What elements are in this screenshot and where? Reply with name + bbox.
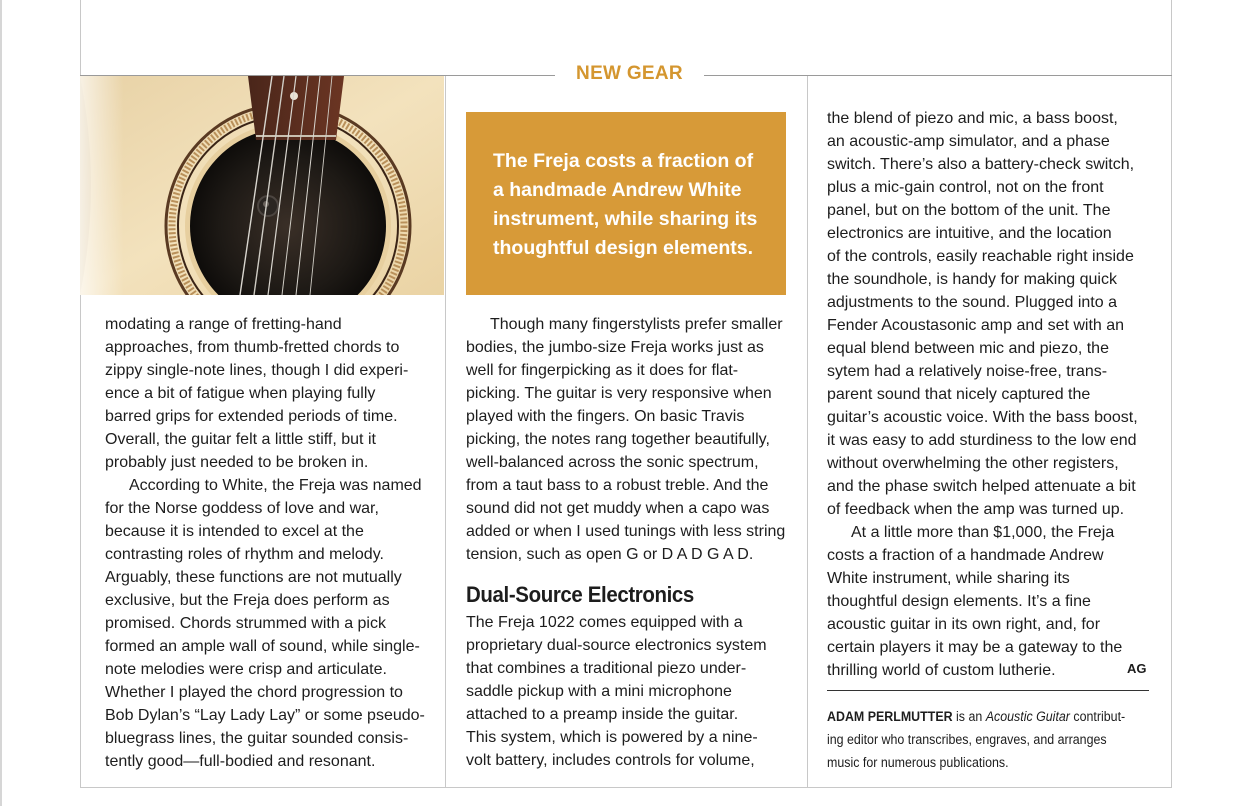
paragraph [466, 611, 796, 772]
bio-text: is an [952, 709, 986, 724]
column-divider [807, 76, 808, 788]
text-line: Arguably, these functions are not mutually [105, 569, 402, 586]
pull-quote-box [466, 112, 786, 295]
text-line: attached to a preamp inside the guitar. [466, 706, 739, 723]
text-line: of feedback when the amp was turned up. [827, 501, 1125, 518]
text-line: thrilling world of custom lutherie. [827, 662, 1056, 679]
text-line: equal blend between mic and piezo, the [827, 340, 1109, 357]
text-line: tently good—full-bodied and resonant. [105, 753, 376, 770]
paragraph [466, 313, 796, 566]
bio-divider [827, 690, 1149, 691]
guitar-soundhole-photo [80, 76, 444, 295]
text-line: switch. There’s also a battery-check switch, [827, 156, 1135, 173]
text-line: and the phase switch helped attenuate a bit [827, 478, 1136, 495]
text-line: adjustments to the sound. Plugged into a [827, 294, 1117, 311]
paragraph [105, 474, 435, 773]
text-line: parent sound that nicely captured the [827, 386, 1091, 403]
text-line: the soundhole, is handy for making quick [827, 271, 1117, 288]
text-line: saddle pickup with a mini microphone [466, 683, 732, 700]
text-line: picking, the notes rang together beautifully, [466, 431, 770, 448]
text-line: According to White, the Freja was named [129, 477, 422, 494]
text-line: the blend of piezo and mic, a bass boost, [827, 110, 1118, 127]
article-column-3 [827, 107, 1152, 682]
bio-line [827, 705, 1131, 728]
section-subhead: Dual-Source Electronics [466, 582, 694, 607]
text-line: sound did not get muddy when a capo was [466, 500, 770, 517]
text-line: certain players it may be a gateway to the [827, 639, 1123, 656]
paragraph [827, 107, 1152, 521]
paragraph [827, 521, 1152, 682]
text-line: that combines a traditional piezo under- [466, 660, 747, 677]
page-edge [0, 0, 2, 806]
text-line: tension, such as open G or D A D G A D. [466, 546, 754, 563]
text-line: zippy single-note lines, though I did experi- [105, 362, 409, 379]
section-label: NEW GEAR [576, 63, 683, 84]
text-line: costs a fraction of a handmade Andrew [827, 547, 1104, 564]
text-line: guitar’s acoustic voice. With the bass boost, [827, 409, 1138, 426]
text-line: bodies, the jumbo-size Freja works just as [466, 339, 764, 356]
text-line: ence a bit of fatigue when playing fully [105, 385, 376, 402]
text-line: electronics are intuitive, and the location [827, 225, 1112, 242]
bio-text: contribut- [1069, 709, 1126, 724]
pull-quote-text: The Freja costs a fraction of a handmade Andrew White instrument, while sharing its thoughtful design elements. [493, 150, 758, 259]
text-line: well-balanced across the sonic spectrum, [466, 454, 759, 471]
text-line: panel, but on the bottom of the unit. The [827, 202, 1111, 219]
text-line: White instrument, while sharing its [827, 570, 1070, 587]
text-line: volt battery, includes controls for volume, [466, 752, 755, 769]
text-line: plus a mic-gain control, not on the front [827, 179, 1104, 196]
text-line: for the Norse goddess of love and war, [105, 500, 379, 517]
text-line: Fender Acoustasonic amp and set with an [827, 317, 1125, 334]
column-divider [445, 76, 446, 788]
text-line: from a taut bass to a robust treble. And the [466, 477, 769, 494]
text-line: This system, which is powered by a nine- [466, 729, 758, 746]
text-line: note melodies were crisp and articulate. [105, 661, 387, 678]
header-rule-right [704, 75, 1172, 76]
text-line: barred grips for extended periods of time. [105, 408, 398, 425]
text-line: At a little more than $1,000, the Freja [851, 524, 1115, 541]
author-name: ADAM PERLMUTTER [827, 709, 953, 724]
text-line: Whether I played the chord progression to [105, 684, 403, 701]
text-line: approaches, from thumb-fretted chords to [105, 339, 400, 356]
text-line: The Freja 1022 comes equipped with a [466, 614, 743, 631]
text-line: without overwhelming the other registers, [827, 455, 1119, 472]
text-line: added or when I used tunings with less string [466, 523, 786, 540]
text-line: formed an ample wall of sound, while single- [105, 638, 420, 655]
text-line: promised. Chords strummed with a pick [105, 615, 386, 632]
publication-name: Acoustic Guitar [985, 709, 1070, 724]
text-line: Though many fingerstylists prefer smaller [490, 316, 783, 333]
end-mark-logo: AG [1127, 661, 1147, 676]
author-bio [827, 705, 1157, 774]
text-line: exclusive, but the Freja does perform as [105, 592, 390, 609]
text-line: proprietary dual-source electronics system [466, 637, 767, 654]
text-line: of the controls, easily reachable right inside [827, 248, 1134, 265]
text-line: modating a range of fretting-hand [105, 316, 342, 333]
text-line: thoughtful design elements. It’s a fine [827, 593, 1091, 610]
text-line: an acoustic-amp simulator, and a phase [827, 133, 1110, 150]
bio-line: music for numerous publications. [827, 755, 1009, 770]
paragraph [105, 313, 435, 474]
bio-line: ing editor who transcribes, engraves, and arranges [827, 732, 1107, 747]
text-line: because it is intended to excel at the [105, 523, 364, 540]
text-line: played with the fingers. On basic Travis [466, 408, 745, 425]
text-line: Bob Dylan’s “Lay Lady Lay” or some pseudo- [105, 707, 425, 724]
text-line: acoustic guitar in its own right, and, for [827, 616, 1101, 633]
article-column-1 [105, 313, 435, 773]
text-line: Overall, the guitar felt a little stiff, but it [105, 431, 376, 448]
text-line: it was easy to add sturdiness to the low end [827, 432, 1137, 449]
text-line: sytem had a relatively noise-free, trans- [827, 363, 1108, 380]
text-line: well for fingerpicking as it does for flat- [466, 362, 739, 379]
article-column-2-bottom [466, 611, 796, 772]
text-line: probably just needed to be broken in. [105, 454, 369, 471]
text-line: bluegrass lines, the guitar sounded consis- [105, 730, 409, 747]
text-line: picking. The guitar is very responsive when [466, 385, 772, 402]
text-line: contrasting roles of rhythm and melody. [105, 546, 384, 563]
article-column-2-top [466, 313, 796, 566]
